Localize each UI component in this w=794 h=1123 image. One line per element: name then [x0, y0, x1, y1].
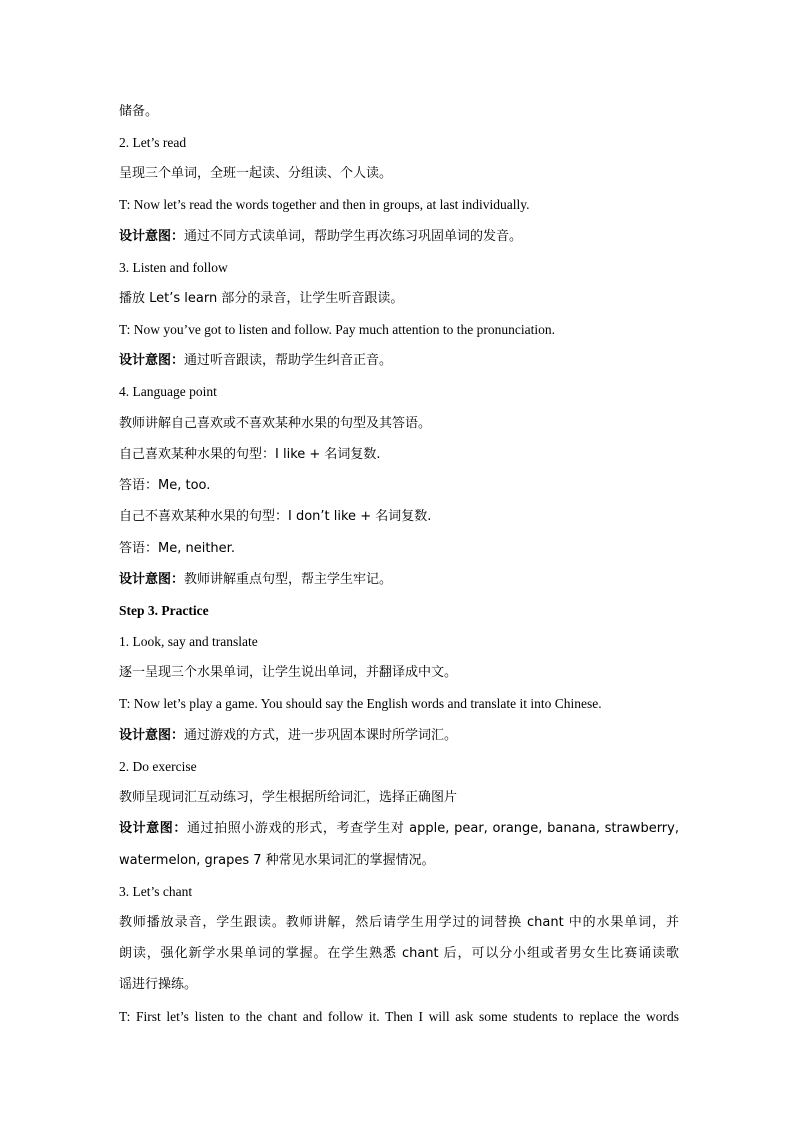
design-intent-text: 通过拍照小游戏的形式，考查学生对 apple, pear, orange, banana, strawberry, — [186, 821, 679, 836]
text-line: 答语：Me, neither. — [119, 541, 235, 556]
design-intent-label: 设计意图： — [119, 572, 185, 587]
design-intent-label: 设计意图： — [119, 353, 185, 368]
design-intent-text: 教师讲解重点句型，帮主学生牢记。 — [184, 572, 393, 587]
step-heading: Step 3. Practice — [119, 603, 209, 618]
design-intent-text: 通过听音跟读，帮助学生纠音正音。 — [184, 353, 393, 368]
section-heading: 2. Do exercise — [119, 759, 197, 774]
teacher-line: T: Now you’ve got to listen and follow. Pay much attention to the pronunciation. — [119, 322, 556, 337]
text-line: 教师讲解自己喜欢或不喜欢某种水果的句型及其答语。 — [119, 416, 432, 431]
design-intent-label: 设计意图： — [119, 821, 187, 836]
text-line: 储备。 — [119, 104, 159, 119]
design-intent-label: 设计意图： — [119, 229, 185, 244]
text-line: 答语：Me, too. — [119, 478, 211, 493]
section-heading: 2. Let’s read — [119, 135, 187, 150]
design-intent-text: 通过不同方式读单词，帮助学生再次练习巩固单词的发音。 — [184, 229, 523, 244]
text-line: 呈现三个单词，全班一起读、分组读、个人读。 — [119, 166, 393, 181]
text-line: 朗读，强化新学水果单词的掌握。在学生熟悉 chant 后，可以分小组或者男女生比赛诵读歌 — [119, 946, 679, 961]
section-heading: 3. Let’s chant — [119, 884, 193, 899]
text-line: 播放 Let’s learn 部分的录音，让学生听音跟读。 — [119, 291, 404, 306]
design-intent-text: 通过游戏的方式，进一步巩固本课时所学词汇。 — [184, 728, 458, 743]
section-heading: 4. Language point — [119, 384, 217, 399]
text-line: watermelon, grapes 7 种常见水果词汇的掌握情况。 — [119, 853, 435, 868]
text-line: 逐一呈现三个水果单词，让学生说出单词，并翻译成中文。 — [119, 665, 458, 680]
section-heading: 1. Look, say and translate — [119, 634, 258, 649]
text-line: 自己不喜欢某种水果的句型：I don’t like + 名词复数. — [119, 509, 432, 524]
section-heading: 3. Listen and follow — [119, 260, 228, 275]
design-intent — [119, 726, 679, 746]
design-intent-label: 设计意图： — [119, 728, 185, 743]
text-line: 教师呈现词汇互动练习，学生根据所给词汇，选择正确图片 — [119, 790, 458, 805]
design-intent — [119, 351, 679, 371]
design-intent — [119, 819, 679, 839]
design-intent — [119, 570, 679, 590]
teacher-line: T: Now let’s play a game. You should say the English words and translate it into Chinese. — [119, 696, 602, 711]
teacher-line: T: Now let’s read the words together and then in groups, at last individually. — [119, 197, 530, 212]
text-line: 自己喜欢某种水果的句型：I like + 名词复数. — [119, 447, 381, 462]
text-line: 教师播放录音，学生跟读。教师讲解，然后请学生用学过的词替换 chant 中的水果单词，并 — [119, 915, 679, 930]
text-line: 谣进行操练。 — [119, 977, 198, 992]
design-intent — [119, 227, 679, 247]
teacher-line: T: First let’s listen to the chant and follow it. Then I will ask some students to replace the words — [119, 1009, 679, 1024]
